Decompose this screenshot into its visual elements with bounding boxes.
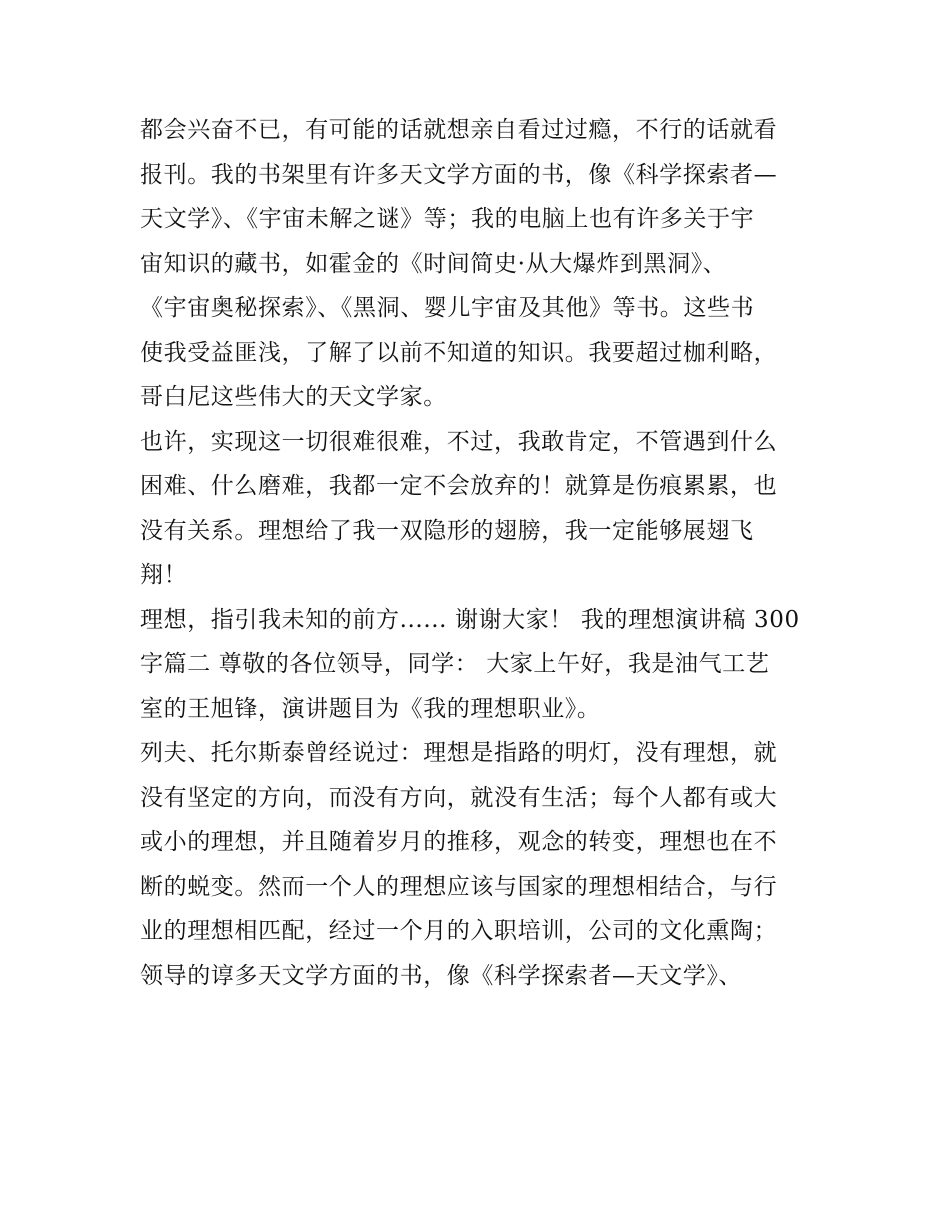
- text-line: 室的王旭锋，演讲题目为《我的理想职业》。: [140, 695, 601, 722]
- text-line: 都会兴奋不已，有可能的话就想亲自看过过瘾，不行的话就看: [140, 117, 778, 143]
- text-line: 断的蜕变。然而一个人的理想应该与国家的理想相结合，与行: [140, 873, 778, 900]
- text-line: 也许，实现这一切很难很难，不过，我敢肯定，不管遇到什么: [140, 428, 778, 455]
- text-line: 没有坚定的方向，而没有方向，就没有生活；每个人都有或大: [140, 784, 778, 811]
- text-line: 天文学》、《宇宙未解之谜》等；我的电脑上也有许多关于宇: [140, 206, 755, 232]
- text-line: 困难、什么磨难，我都一定不会放弃的！就算是伤痕累累，也: [140, 473, 778, 499]
- text-line: 列夫、托尔斯泰曾经说过：理想是指路的明灯，没有理想，就: [140, 740, 778, 766]
- text-line: 报刊。我的书架里有许多天文学方面的书，像《科学探索者—: [140, 161, 778, 188]
- text-line: 业的理想相匹配，经过一个月的入职培训，公司的文化熏陶；: [140, 918, 778, 944]
- text-line: 宙知识的藏书，如霍金的《时间简史·从大爆炸到黑洞》、: [140, 250, 727, 277]
- body-text: [140, 108, 830, 998]
- text-line: 或小的理想，并且随着岁月的推移，观念的转变，理想也在不: [140, 829, 778, 855]
- text-line: 哥白尼这些伟大的天文学家。: [140, 384, 447, 410]
- text-line: 《宇宙奥秘探索》、《黑洞、婴儿宇宙及其他》等书。这些书: [140, 295, 755, 321]
- text-line: 翔！: [140, 562, 188, 588]
- text-line: 字篇二 尊敬的各位领导，同学： 大家上午好，我是油气工艺: [140, 651, 770, 677]
- text-line: 没有关系。理想给了我一双隐形的翅膀，我一定能够展翅飞: [140, 517, 754, 544]
- text-line: 理想，指引我未知的前方...... 谢谢大家！ 我的理想演讲稿 300: [140, 606, 800, 633]
- text-line: 领导的谆多天文学方面的书，像《科学探索者—天文学》、: [140, 962, 743, 989]
- text-line: 使我受益匪浅，了解了以前不知道的知识。我要超过枷利略，: [140, 339, 778, 366]
